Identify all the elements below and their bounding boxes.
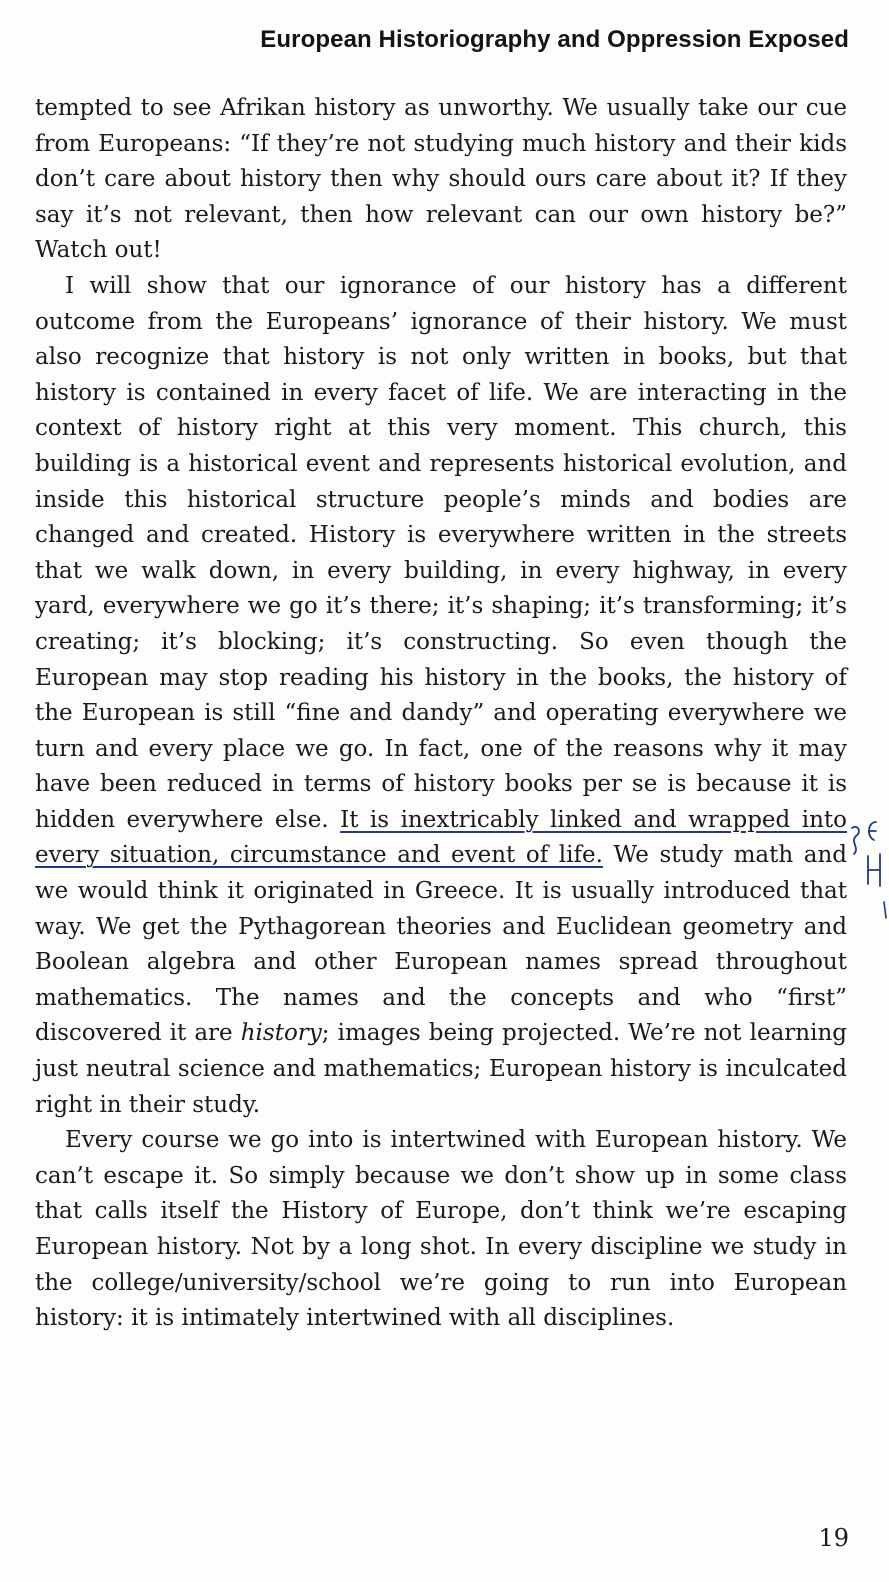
paragraph-1: tempted to see Afrikan history as unworthy. We usually take our cue from Europeans: “If they’re not studying much history and their kids don’t care about history then why should ours care about it? If they say it’s not relevant, then how relevant can our own history be?” Watch out! bbox=[35, 95, 847, 264]
paragraph-3: Every course we go into is intertwined with European history. We can’t escape it. So simply because we don’t show up in some class that calls itself the History of Europe, don’t think we’re escaping European history. Not by a long shot. In every discipline we study in the college/university/school we’re going to run into European history: it is intimately intertwined with all disciplines. bbox=[35, 1127, 847, 1332]
italic-word: history bbox=[240, 1020, 322, 1047]
paragraph-2 bbox=[35, 269, 847, 1123]
tick-stroke bbox=[884, 902, 886, 918]
paragraph-2-text-before: I will show that our ignorance of our history has a different outcome from the Europeans’ ignorance of their history. We must also recognize that history is not only written in books, but that history is contained in every facet of life. We are interacting in the context of history right at this very moment. This church, this building is a historical event and represents historical evolution, and inside this historical structure people’s minds and bodies are changed and created. History is everywhere written in the streets that we walk down, in every building, in every highway, in every yard, everywhere we go it’s there; it’s shaping; it’s transforming; it’s creating; it’s blocking; it’s constructing. So even though the European may stop reading his history in the books, the history of the European is still “fine and dandy” and operating everywhere we turn and every place we go. In fact, one of the reasons why it may have been reduced in terms of history books per se is because it is hidden everywhere else. bbox=[35, 272, 847, 833]
paragraph-2-text-middle: We study math and we would think it originated in Greece. It is usually introduced that way. We get the Pythagorean theories and Euclidean geometry and Boolean algebra and other European names spread throughout mathematics. The names and the concepts and who “first” discovered it are bbox=[35, 842, 847, 1047]
bracket-stroke bbox=[852, 827, 859, 854]
paragraph-2-text-after: ; images being projected. We’re not learning just neutral science and mathematics; European history is inculcated right in their study. bbox=[35, 1020, 847, 1118]
letter-h-stroke bbox=[868, 854, 880, 886]
page-number: 19 bbox=[818, 1524, 849, 1552]
letter-e-stroke bbox=[869, 822, 876, 840]
underlined-passage: It is inextricably linked and wrapped into every situation, circumstance and event of life. bbox=[35, 806, 847, 869]
handwritten-margin-mark bbox=[846, 814, 889, 934]
running-head: European Historiography and Oppression Exposed bbox=[260, 26, 849, 53]
body-text bbox=[35, 91, 847, 1337]
